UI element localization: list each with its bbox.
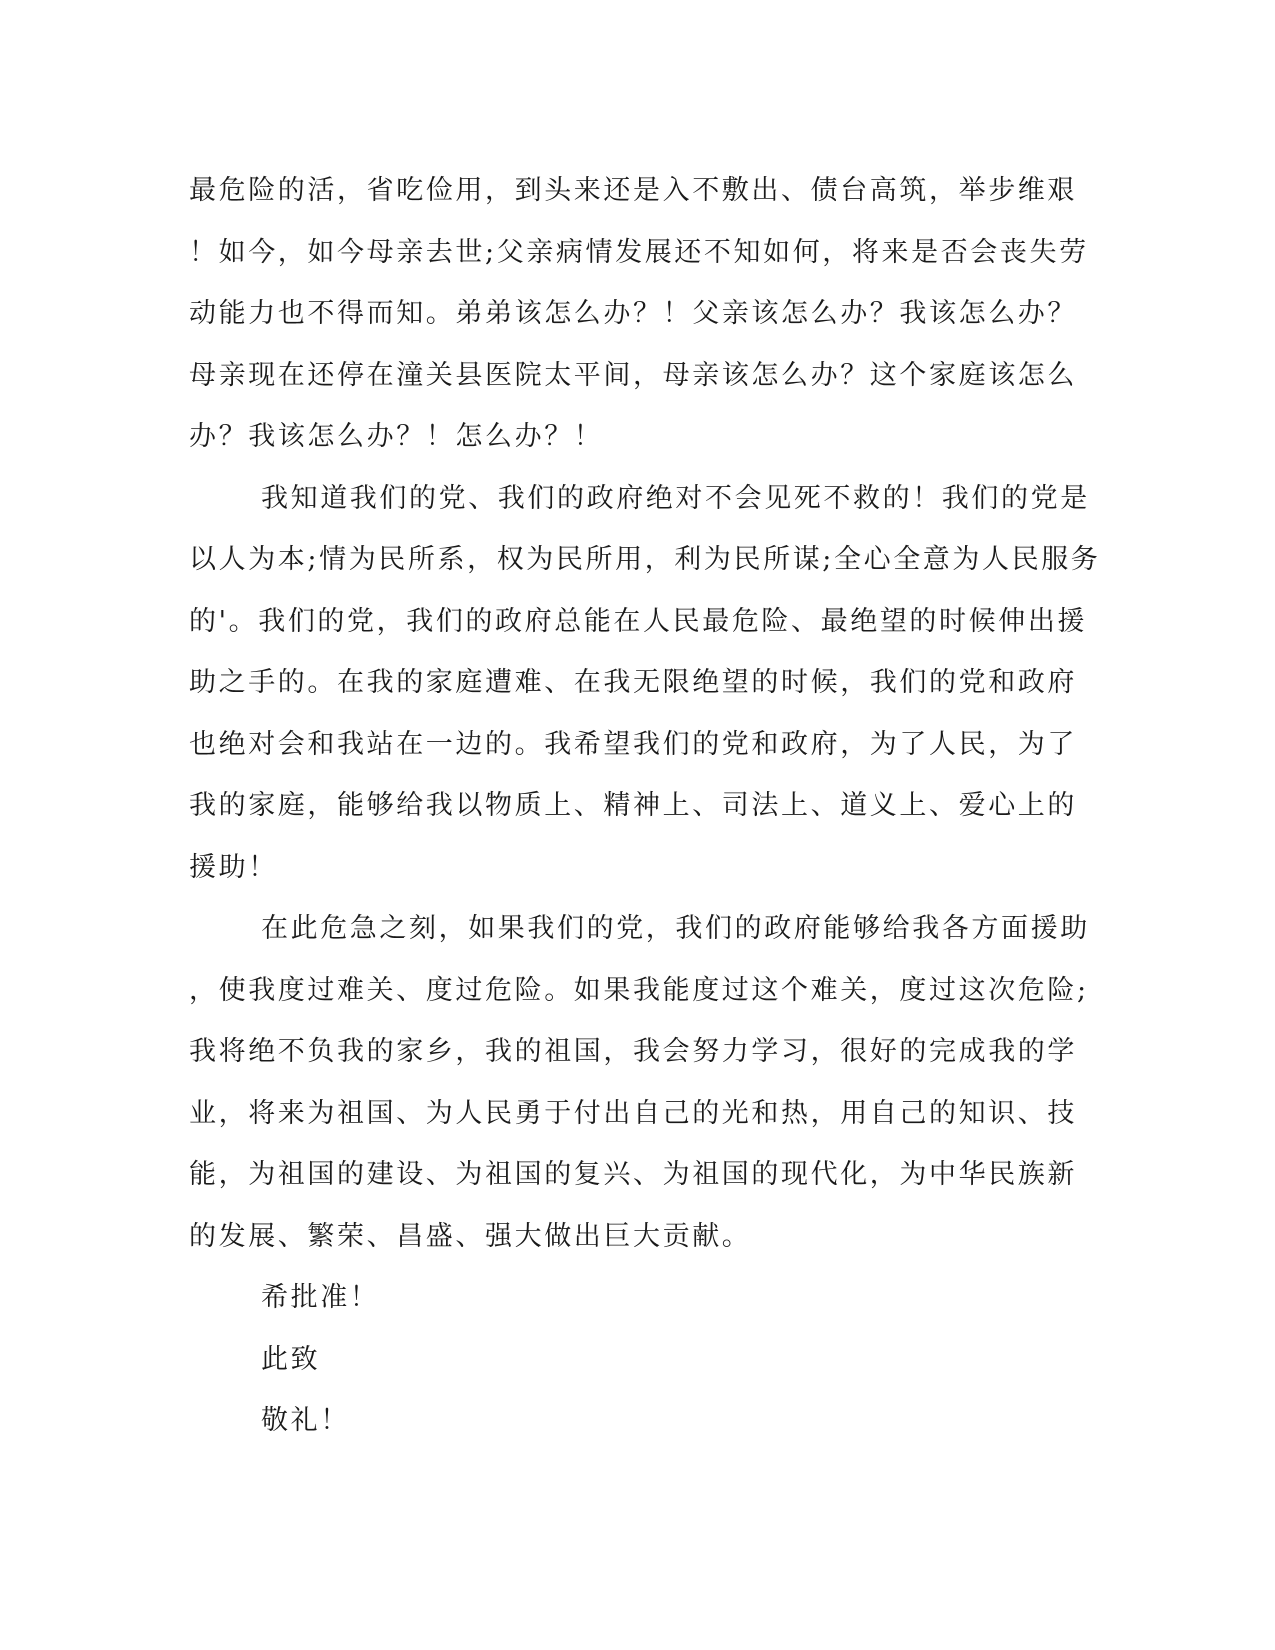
paragraph-line: 办？我该怎么办？！怎么办？！: [189, 421, 604, 452]
paragraph-line: 的'。我们的党，我们的政府总能在人民最危险、最绝望的时候伸出援: [189, 605, 1088, 637]
paragraph-line: 动能力也不得而知。弟弟该怎么办？！父亲该怎么办？我该怎么办？: [189, 298, 1077, 329]
closing-request: 希批准！: [261, 1282, 380, 1313]
paragraph-line: 助之手的。在我的家庭遭难、在我无限绝望的时候，我们的党和政府: [189, 667, 1077, 698]
paragraph-line: 我的家庭，能够给我以物质上、精神上、司法上、道义上、爱心上的: [189, 790, 1077, 821]
paragraph-line: 我知道我们的党、我们的政府绝对不会见死不救的！我们的党是: [261, 482, 1090, 514]
paragraph-line: 的发展、繁荣、昌盛、强大做出巨大贡献。: [189, 1220, 752, 1252]
paragraph-line: 援助！: [189, 851, 278, 883]
closing-salute: 敬礼！: [261, 1405, 350, 1436]
paragraph-2: [189, 468, 1101, 899]
paragraph-line: 在此危急之刻，如果我们的党，我们的政府能够给我各方面援助: [261, 913, 1090, 944]
paragraph-1: [189, 160, 1089, 468]
paragraph-3: [189, 898, 1090, 1267]
paragraph-line: 我将绝不负我的家乡，我的祖国，我会努力学习，很好的完成我的学: [189, 1036, 1077, 1067]
paragraph-line: 以人为本;情为民所系，权为民所用，利为民所谋;全心全意为人民服务: [189, 544, 1101, 575]
paragraph-line: 最危险的活，省吃俭用，到头来还是入不敷出、债台高筑，举步维艰: [189, 175, 1077, 206]
paragraph-line: 也绝对会和我站在一边的。我希望我们的党和政府，为了人民，为了: [189, 728, 1077, 760]
closing-to: 此致: [261, 1343, 321, 1375]
letter-body: [189, 160, 1101, 1452]
paragraph-line: 母亲现在还停在潼关县医院太平间，母亲该怎么办？这个家庭该怎么: [189, 359, 1077, 391]
paragraph-line: ，使我度过难关、度过危险。如果我能度过这个难关，度过这次危险;: [189, 974, 1089, 1006]
paragraph-line: ！如今，如今母亲去世;父亲病情发展还不知如何，将来是否会丧失劳: [189, 236, 1089, 268]
paragraph-line: 业，将来为祖国、为人民勇于付出自己的光和热，用自己的知识、技: [189, 1097, 1077, 1129]
paragraph-line: 能，为祖国的建设、为祖国的复兴、为祖国的现代化，为中华民族新: [189, 1159, 1077, 1190]
